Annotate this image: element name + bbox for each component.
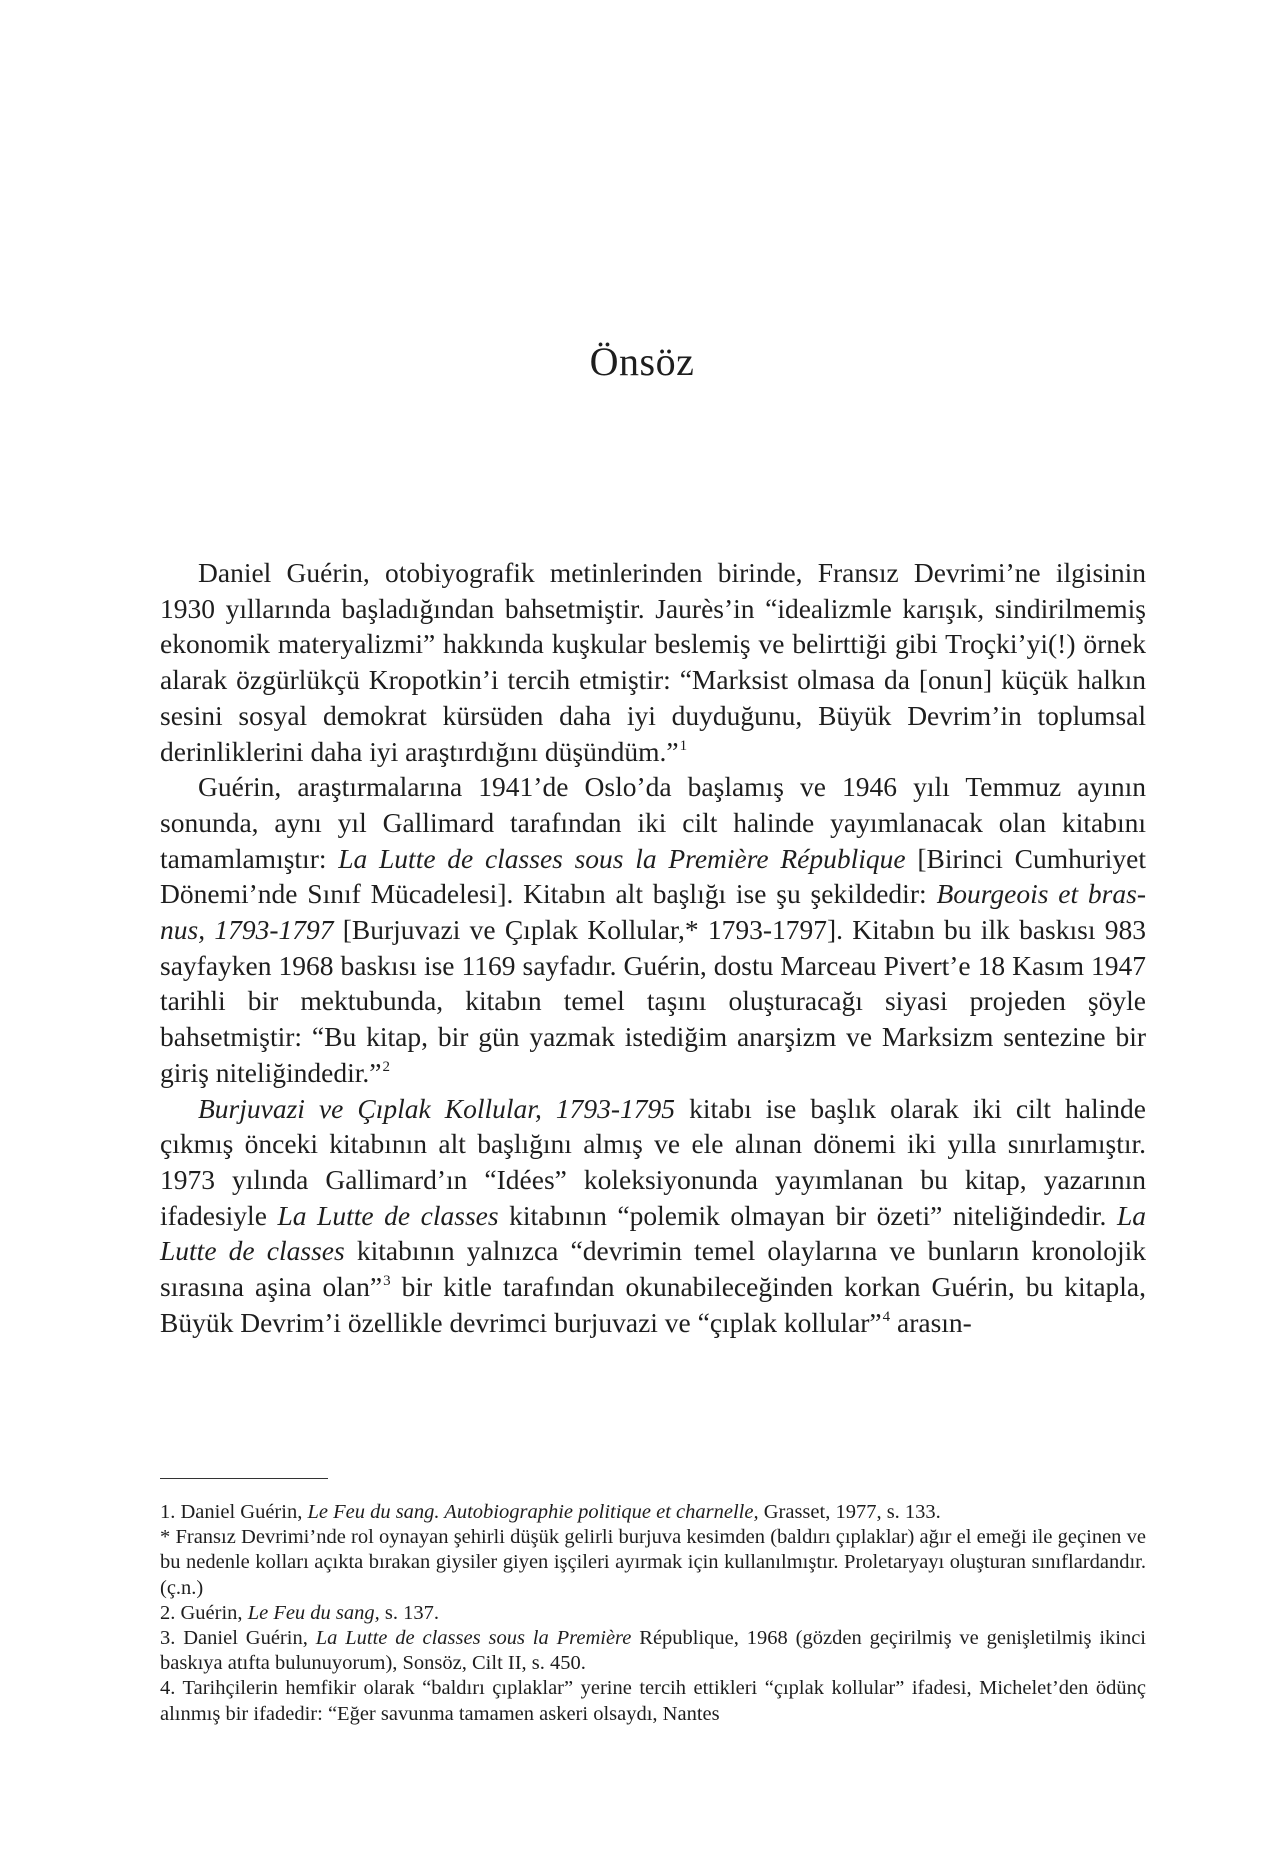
italic-title: La Lutte de classes [160,1199,1146,1267]
footnote-reference: 4 [882,1308,891,1325]
italic-title: Bourgeois et bras-nus, 1793-1797 [160,878,1146,946]
footnote [160,1626,1146,1676]
text-run: Guérin, araştırmalarına 1941’de Oslo’da başlamış ve 1946 yılı Temmuz ayının sonunda, aynı yıl Gallimard tarafından iki cilt halinde yayımlanacak olan kitabını tamamlamıştır: [160,771,1146,874]
page-title: Önsöz [589,339,695,384]
text-run: République, 1968 (gözden geçirilmiş ve genişletilmiş ikinci baskıya atıfta bulunuyorum), Sonsöz, Cilt II, s. 450. [160,1627,1147,1675]
text-run: Daniel Guérin, otobiyografik metinlerinden birinde, Fransız Devrimi’ne ilgisinin 1930 yıllarında başladığından bahsetmiştir. Jaurès’in “idealizmle karışık, sindirilmemiş ekonomik materyalizmi” hakkında kuşkular beslemiş ve belirttiği gibi Troçki’yi(!) örnek alarak özgürlükçü Kropotkin’i tercih etmiştir: “Marksist olmasa da [onun] küçük halkın sesini sosyal demokrat kürsüden daha iyi duyduğunu, Büyük Devrim’in toplumsal derinliklerini daha iyi araştırdığını düşündüm.” [160,557,1146,767]
footnote-divider [160,1478,328,1479]
text-run: arasın- [890,1306,972,1338]
text-run: s. 137. [379,1601,440,1624]
footnote [160,1500,1146,1525]
text-run: bir kitle tarafından okunabileceğinden korkan Guérin, bu kitapla, Büyük Devrim’i özellikle devrimci burjuvazi ve “çıplak kollular” [160,1271,1147,1338]
italic-title: La Lutte de classes sous la Première [315,1627,632,1650]
footnote [160,1676,1146,1726]
italic-title: Le Feu du sang. Autobiographie politique et charnelle, [307,1501,759,1523]
text-run: kitabı ise başlık olarak iki cilt halinde çıkmış önceki kitabının alt başlığını almış ve ele alınan dönemi iki yılla sınırlamıştır. 1973 yılında Gallimard’ın “Idées” koleksiyonunda yayımlanan bu kitap, yazarının ifadesiyle [160,1092,1146,1231]
paragraph [160,555,1146,769]
italic-title: La Lutte de classes [277,1199,499,1231]
text-run: 1. Daniel Guérin, [160,1501,308,1523]
text-run: [Birinci Cumhuriyet Dönemi’nde Sınıf Mücadelesi]. Kitabın alt başlığı ise şu şekildedir: [160,842,1146,910]
text-run: 3. Daniel Guérin, [160,1627,316,1650]
text-run: [Burjuvazi ve Çıplak Kollular,* 1793-1797]. Kitabın bu ilk baskısı 983 sayfayken 1968 baskısı ise 1169 sayfadır. Guérin, dostu Marceau Pivert’e 18 Kasım 1947 tarihli bir mektubunda, kitabın temel taşını oluşturacağı siyasi projeden şöyle bahsetmiştir: “Bu kitap, bir gün yazmak istediğim anarşizm ve Marksizm sentezine bir giriş niteliğindedir.” [160,914,1146,1088]
italic-title: La Lutte de classes sous la Première République [338,842,906,874]
text-run: Grasset, 1977, s. 133. [758,1501,941,1523]
text-run: 4. Tarihçilerin hemfikir olarak “baldırı çıplaklar” yerine tercih ettikleri “çıplak kollular” ifadesi, Michelet’den ödünç alınmış bir ifadedir: “Eğer savunma tamamen askeri olsaydı, Nantes [160,1677,1146,1725]
footnote-reference: 2 [382,1058,390,1075]
text-run: kitabının “polemik olmayan bir özeti” niteliğindedir. [498,1199,1117,1231]
body-text [160,555,1146,1340]
footnote-reference: 1 [679,737,688,754]
paragraph [160,769,1146,1090]
footnote [160,1601,1146,1626]
text-run: * Fransız Devrimi’nde rol oynayan şehirli düşük gelirli burjuva kesimden (baldırı çıplaklar) ağır el emeği ile geçinen ve bu nedenle kolları açıkta bırakan giysiler giyen işçileri ayırmak için kullanılmıştır. Proletaryayı oluşturan sınıflardandır. (ç.n.) [160,1526,1146,1599]
footnote [160,1525,1146,1601]
footnote-reference: 3 [383,1273,391,1290]
text-run: kitabının yalnızca “devrimin temel olaylarına ve bunların kronolojik sırasına aşina olan” [160,1235,1146,1303]
text-run: 2. Guérin, [160,1601,248,1624]
paragraph [160,1091,1146,1341]
italic-title: Le Feu du sang, [247,1601,380,1624]
footnotes [160,1500,1146,1727]
italic-title: Burjuvazi ve Çıplak Kollular, 1793-1795 [198,1092,676,1124]
